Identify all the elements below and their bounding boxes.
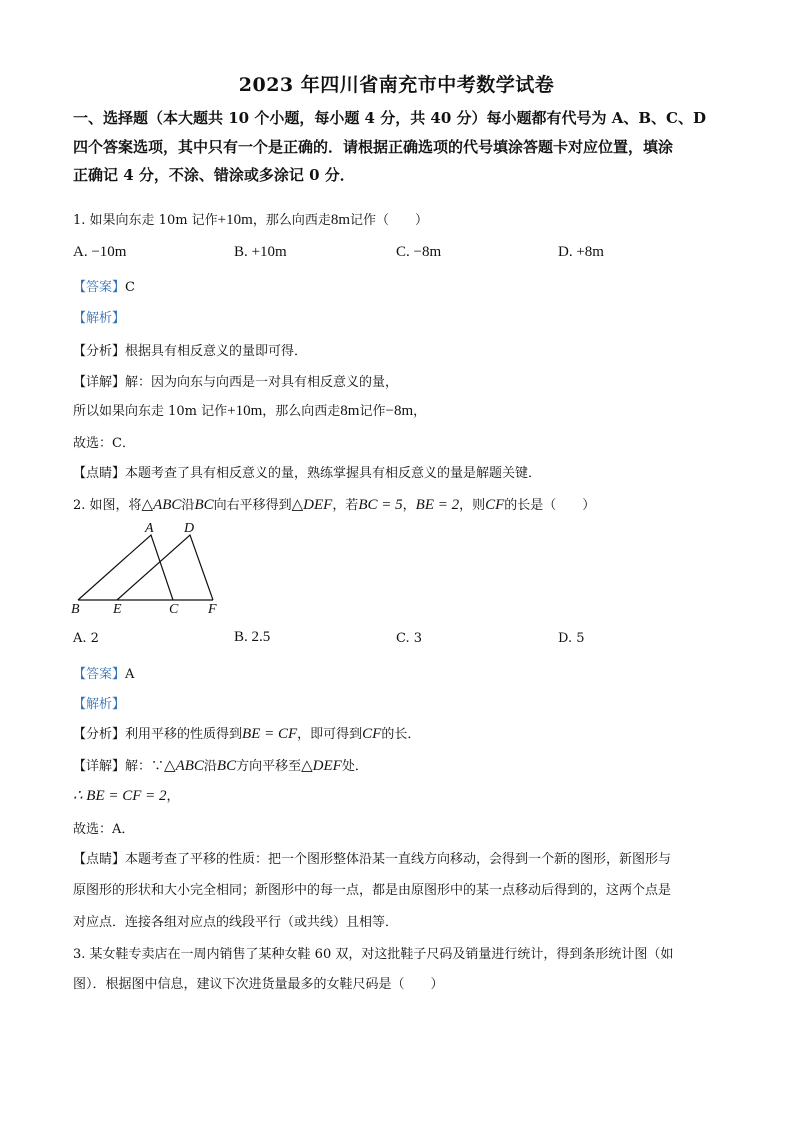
q2-option-d: D. 5 — [558, 631, 585, 646]
label-f: F — [208, 602, 217, 617]
q1-analysis-tag: 【解析】 — [73, 311, 126, 326]
translation-figure — [68, 519, 228, 619]
q2-answer: 【答案】A — [73, 667, 135, 682]
q2-option-a: A. 2 — [73, 631, 99, 646]
section-line-1: 一、选择题（本大题共 10 个小题，每小题 4 分，共 40 分）每小题都有代号为 A、B、C、D — [73, 109, 707, 127]
q1-option-d: D. +8m — [558, 244, 604, 260]
q1-option-a: A. −10m — [73, 244, 127, 260]
q1-dianjing: 【点睛】本题考查了具有相反意义的量，熟练掌握具有相反意义的量是解题关键． — [73, 466, 542, 481]
label-b: B — [71, 602, 80, 617]
q1-option-c: C. −8m — [396, 244, 442, 260]
q2-dianjing-1: 【点睛】本题考查了平移的性质：把一个图形整体沿某一直线方向移动，会得到一个新的图形，新图形与 — [73, 852, 672, 867]
q1-answer: 【答案】C — [73, 280, 135, 295]
q2-fenxi: 【分析】利用平移的性质得到BE = CF，即可得到CF的长． — [73, 726, 421, 742]
triangle-abc — [78, 535, 173, 600]
q3-stem-2: 图）．根据图中信息，建议下次进货量最多的女鞋尺码是（ ） — [73, 977, 444, 992]
q2-dianjing-3: 对应点．连接各组对应点的线段平行（或共线）且相等． — [73, 915, 399, 930]
q3-stem-1: 3. 某女鞋专卖店在一周内销售了某种女鞋 60 双，对这批鞋子尺码及销量进行统计，得到条形统计图（如 — [73, 947, 674, 962]
q2-xiangjie: 【详解】解：∵△ABC沿BC方向平移至△DEF处． — [73, 758, 368, 774]
q1-choose: 故选：C． — [73, 436, 135, 451]
q1-fenxi: 【分析】根据具有相反意义的量即可得． — [73, 344, 308, 359]
triangle-def — [117, 535, 213, 600]
q2-choose: 故选：A． — [73, 822, 135, 837]
q1-stem: 1. 如果向东走 10m 记作+10m，那么向西走8m记作（ ） — [73, 212, 429, 228]
q2-dianjing-2: 原图形的形状和大小完全相同；新图形中的每一点，都是由原图形中的某一点移动后得到的，这两个点是 — [73, 883, 672, 898]
label-c: C — [169, 602, 179, 617]
label-d: D — [184, 521, 195, 536]
q1-xiangjie: 【详解】解：因为向东与向西是一对具有相反意义的量， — [73, 375, 399, 390]
label-a: A — [145, 521, 154, 536]
q1-option-b: B. +10m — [234, 244, 287, 260]
section-instructions — [73, 104, 723, 190]
q2-analysis-tag: 【解析】 — [73, 697, 126, 712]
page-title: 2023 年四川省南充市中考数学试卷 — [238, 74, 555, 96]
q1-detail: 所以如果向东走 10m 记作+10m，那么向西走8m记作−8m， — [73, 403, 427, 419]
q2-therefore: ∴ BE = CF = 2， — [73, 788, 180, 804]
q2-option-c: C. 3 — [396, 631, 423, 646]
section-line-3: 正确记 4 分，不涂、错涂或多涂记 0 分． — [73, 166, 355, 184]
q2-stem: 2. 如图，将△ABC沿BC向右平移得到△DEF，若BC = 5，BE = 2，则CF的长是（ ） — [73, 497, 596, 513]
q2-option-b: B. 2.5 — [234, 629, 271, 645]
section-line-2: 四个答案选项，其中只有一个是正确的．请根据正确选项的代号填涂答题卡对应位置，填涂 — [73, 137, 674, 156]
label-e: E — [113, 602, 122, 617]
